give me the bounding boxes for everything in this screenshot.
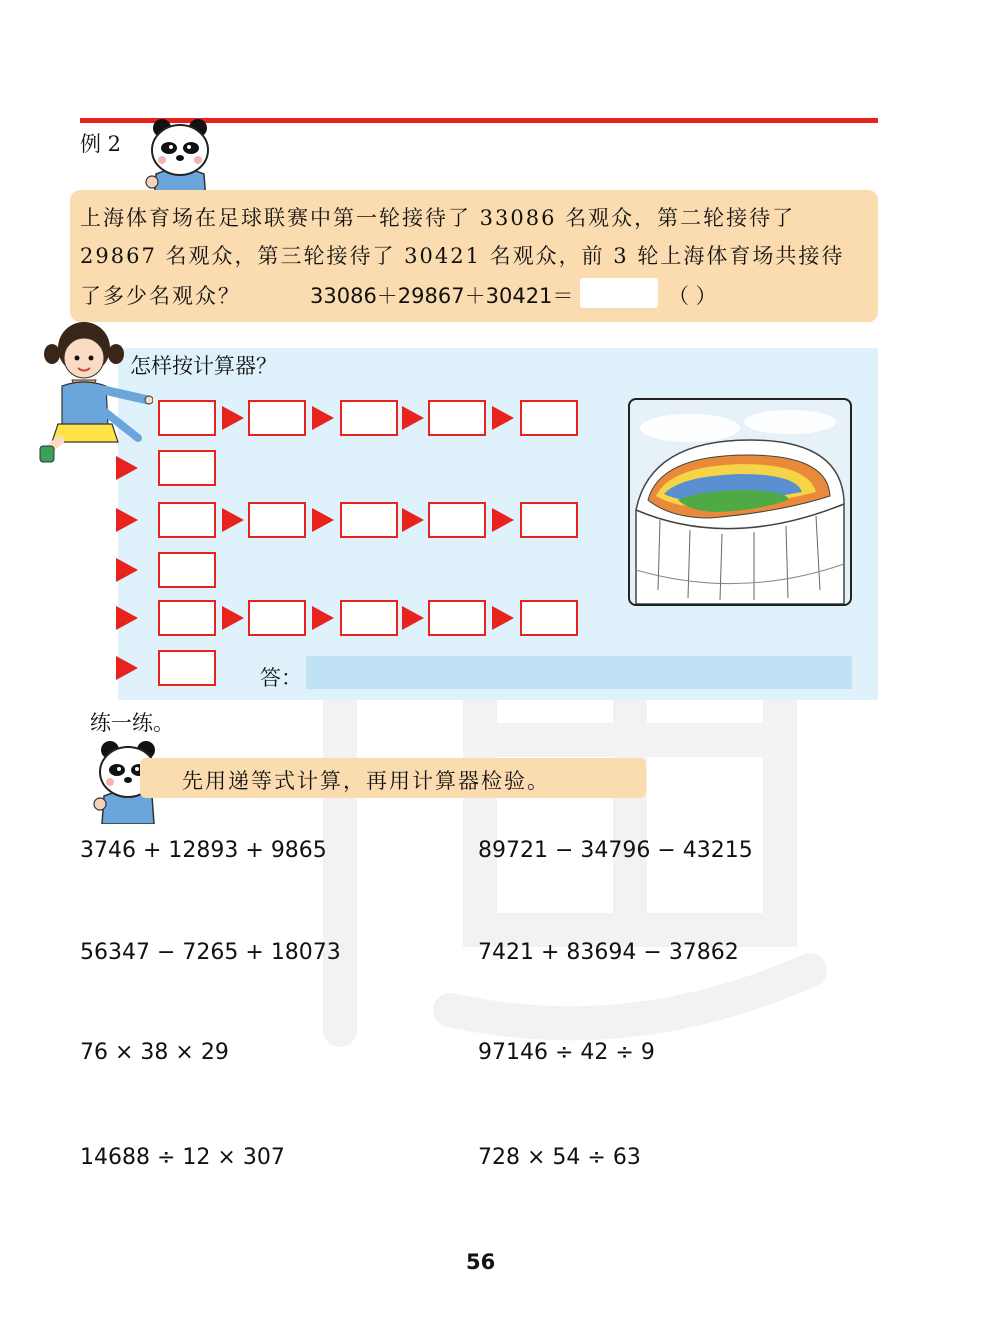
- sequence-arrow-icon: [222, 606, 244, 630]
- page-number: 56: [466, 1250, 496, 1274]
- stadium-illustration: [630, 400, 850, 604]
- stadium-frame: [628, 398, 852, 606]
- problem-equation: 33086＋29867＋30421＝: [310, 284, 574, 308]
- problem-line-3: 了多少名观众？: [80, 284, 241, 308]
- calculator-key-box[interactable]: [158, 650, 216, 686]
- calculator-key-box[interactable]: [520, 502, 578, 538]
- calculator-key-box[interactable]: [158, 400, 216, 436]
- calculator-key-box[interactable]: [158, 552, 216, 588]
- equation-answer-blank[interactable]: [580, 278, 658, 308]
- answer-input-bar[interactable]: [306, 656, 852, 689]
- problem-line-2: 29867 名观众，第三轮接待了 30421 名观众，前 3 轮上海体育场共接待: [80, 244, 845, 268]
- calculator-key-box[interactable]: [520, 600, 578, 636]
- practice-title: 练一练。: [90, 711, 174, 735]
- practice-expression-right-2: 7421 + 83694 − 37862: [478, 940, 739, 965]
- sequence-arrow-icon: [312, 606, 334, 630]
- sequence-arrow-icon: [116, 456, 138, 480]
- calculator-key-box[interactable]: [428, 400, 486, 436]
- sequence-arrow-icon: [402, 508, 424, 532]
- sequence-arrow-icon: [116, 656, 138, 680]
- calculator-key-box[interactable]: [520, 400, 578, 436]
- problem-line-1: 上海体育场在足球联赛中第一轮接待了 33086 名观众，第二轮接待了: [80, 206, 796, 230]
- sequence-arrow-icon: [492, 508, 514, 532]
- sequence-arrow-icon: [116, 508, 138, 532]
- sequence-arrow-icon: [492, 406, 514, 430]
- calculator-key-box[interactable]: [248, 502, 306, 538]
- sequence-arrow-icon: [116, 558, 138, 582]
- sequence-arrow-icon: [222, 508, 244, 532]
- example-label: 例 2: [80, 132, 122, 156]
- instruction-text: 先用递等式计算，再用计算器检验。: [182, 769, 550, 793]
- practice-expression-left-1: 3746 + 12893 + 9865: [80, 838, 327, 863]
- practice-expression-left-3: 76 × 38 × 29: [80, 1040, 229, 1065]
- practice-expression-right-3: 97146 ÷ 42 ÷ 9: [478, 1040, 655, 1065]
- calculator-key-box[interactable]: [340, 400, 398, 436]
- calculator-key-box[interactable]: [428, 502, 486, 538]
- practice-expression-right-1: 89721 − 34796 − 43215: [478, 838, 753, 863]
- calculator-key-box[interactable]: [428, 600, 486, 636]
- calculator-question: 怎样按计算器？: [130, 354, 277, 378]
- sequence-arrow-icon: [402, 406, 424, 430]
- calculator-key-box[interactable]: [248, 400, 306, 436]
- sequence-arrow-icon: [312, 406, 334, 430]
- calculator-key-box[interactable]: [158, 450, 216, 486]
- sequence-arrow-icon: [116, 606, 138, 630]
- sequence-arrow-icon: [402, 606, 424, 630]
- calculator-key-box[interactable]: [340, 600, 398, 636]
- calculator-key-box[interactable]: [158, 600, 216, 636]
- answer-label: 答：: [260, 666, 302, 690]
- answer-parens: （ ）: [668, 284, 717, 308]
- calculator-key-box[interactable]: [158, 502, 216, 538]
- practice-expression-right-4: 728 × 54 ÷ 63: [478, 1145, 641, 1170]
- girl-pointing-illustration: [38, 318, 153, 466]
- practice-expression-left-2: 56347 − 7265 + 18073: [80, 940, 341, 965]
- sequence-arrow-icon: [312, 508, 334, 532]
- calculator-key-box[interactable]: [340, 502, 398, 538]
- calculator-key-box[interactable]: [248, 600, 306, 636]
- sequence-arrow-icon: [222, 406, 244, 430]
- practice-expression-left-4: 14688 ÷ 12 × 307: [80, 1145, 285, 1170]
- sequence-arrow-icon: [492, 606, 514, 630]
